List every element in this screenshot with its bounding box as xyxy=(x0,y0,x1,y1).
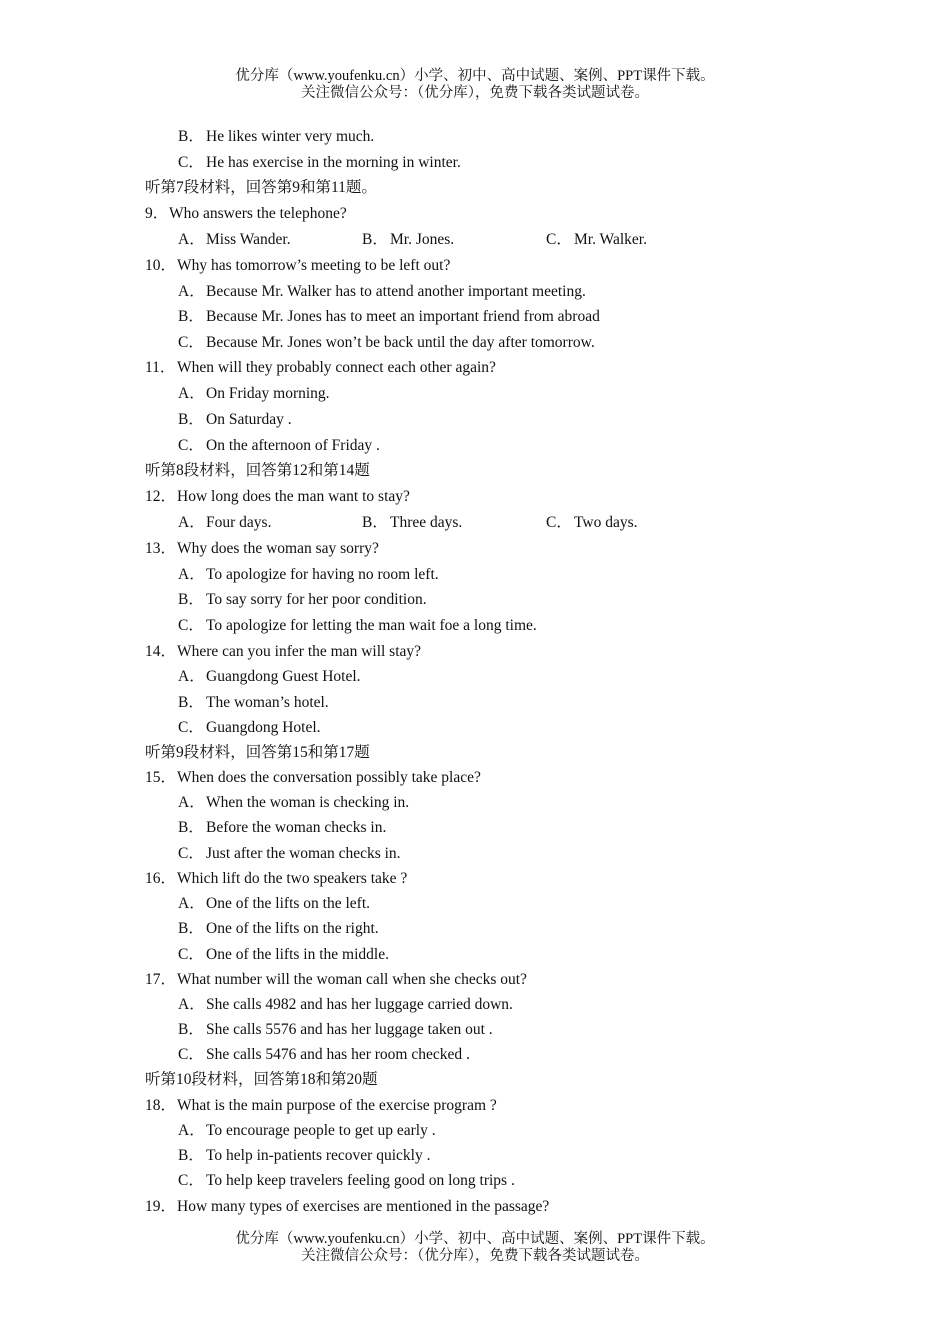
q15-option-c: C． Just after the woman checks in. xyxy=(178,845,401,862)
q16-option-c: C． One of the lifts in the middle. xyxy=(178,946,389,963)
q13-option-c: C． To apologize for letting the man wait foe a long time. xyxy=(178,617,537,634)
q9-option-a: A．Miss Wander. xyxy=(178,231,291,248)
page-header xyxy=(0,68,950,102)
q16-option-b: B． One of the lifts on the right. xyxy=(178,920,379,937)
section-heading-8: 听第8段材料，回答第12和第14题 xyxy=(145,462,370,479)
q16-option-a: A．One of the lifts on the left. xyxy=(178,895,370,912)
section-heading-9: 听第9段材料，回答第15和第17题 xyxy=(145,744,370,761)
q15-option-b: B． Before the woman checks in. xyxy=(178,819,387,836)
header-line-2: 关注微信公众号：（优分库），免费下载各类试题试卷。 xyxy=(301,85,649,101)
question-9: 9．Who answers the telephone? xyxy=(145,205,347,222)
q13-option-b: B． To say sorry for her poor condition. xyxy=(178,591,427,608)
question-11: 11． When will they probably connect each other again? xyxy=(145,359,496,376)
section-heading-7: 听第7段材料，回答第9和第11题。 xyxy=(145,179,377,196)
question-15: 15．When does the conversation possibly take place? xyxy=(145,769,481,786)
q12-option-b: B． Three days. xyxy=(362,514,463,531)
q8-option-c: C． He has exercise in the morning in winter. xyxy=(178,154,461,171)
q17-option-c: C． She calls 5476 and has her room checked . xyxy=(178,1046,470,1063)
page-footer xyxy=(0,1231,950,1265)
question-18: 18．What is the main purpose of the exercise program ? xyxy=(145,1097,497,1114)
q12-option-c: C． Two days. xyxy=(546,514,638,531)
q13-option-a: A．To apologize for having no room left. xyxy=(178,566,439,583)
footer-line-2: 关注微信公众号：（优分库），免费下载各类试题试卷。 xyxy=(301,1248,649,1264)
q17-option-a: A．She calls 4982 and has her luggage carried down. xyxy=(178,996,513,1013)
q12-option-a: A．Four days. xyxy=(178,514,272,531)
q8-option-b: B． He likes winter very much. xyxy=(178,128,375,145)
q18-option-a: A．To encourage people to get up early . xyxy=(178,1122,436,1139)
q14-option-a: A．Guangdong Guest Hotel. xyxy=(178,668,361,685)
q11-option-b: B． On Saturday . xyxy=(178,411,292,428)
q9-option-c: C． Mr. Walker. xyxy=(546,231,647,248)
q17-option-b: B． She calls 5576 and has her luggage taken out . xyxy=(178,1021,493,1038)
q10-option-a: A．Because Mr. Walker has to attend another important meeting. xyxy=(178,283,586,300)
section-heading-10: 听第10段材料，回答第18和第20题 xyxy=(145,1071,378,1088)
question-14: 14．Where can you infer the man will stay? xyxy=(145,643,422,660)
q11-option-a: A．On Friday morning. xyxy=(178,385,330,402)
q10-option-c: C． Because Mr. Jones won’t be back until the day after tomorrow. xyxy=(178,334,595,351)
q11-option-c: C． On the afternoon of Friday . xyxy=(178,437,380,454)
q14-option-c: C． Guangdong Hotel. xyxy=(178,719,321,736)
question-19: 19．How many types of exercises are mentioned in the passage? xyxy=(145,1198,550,1215)
q14-option-b: B． The woman’s hotel. xyxy=(178,694,329,711)
q18-option-b: B． To help in-patients recover quickly . xyxy=(178,1147,431,1164)
header-line-1: 优分库（www.youfenku.cn）小学、初中、高中试题、案例、PPT课件下载。 xyxy=(235,68,715,84)
q10-option-b: B． Because Mr. Jones has to meet an important friend from abroad xyxy=(178,308,600,325)
footer-line-1: 优分库（www.youfenku.cn）小学、初中、高中试题、案例、PPT课件下载。 xyxy=(235,1231,715,1247)
question-10: 10．Why has tomorrow’s meeting to be left out? xyxy=(145,257,451,274)
question-12: 12．How long does the man want to stay? xyxy=(145,488,410,505)
q9-option-b: B． Mr. Jones. xyxy=(362,231,455,248)
question-13: 13．Why does the woman say sorry? xyxy=(145,540,379,557)
q15-option-a: A．When the woman is checking in. xyxy=(178,794,410,811)
question-17: 17．What number will the woman call when she checks out? xyxy=(145,971,527,988)
q18-option-c: C． To help keep travelers feeling good on long trips . xyxy=(178,1172,515,1189)
question-16: 16．Which lift do the two speakers take ? xyxy=(145,870,408,887)
